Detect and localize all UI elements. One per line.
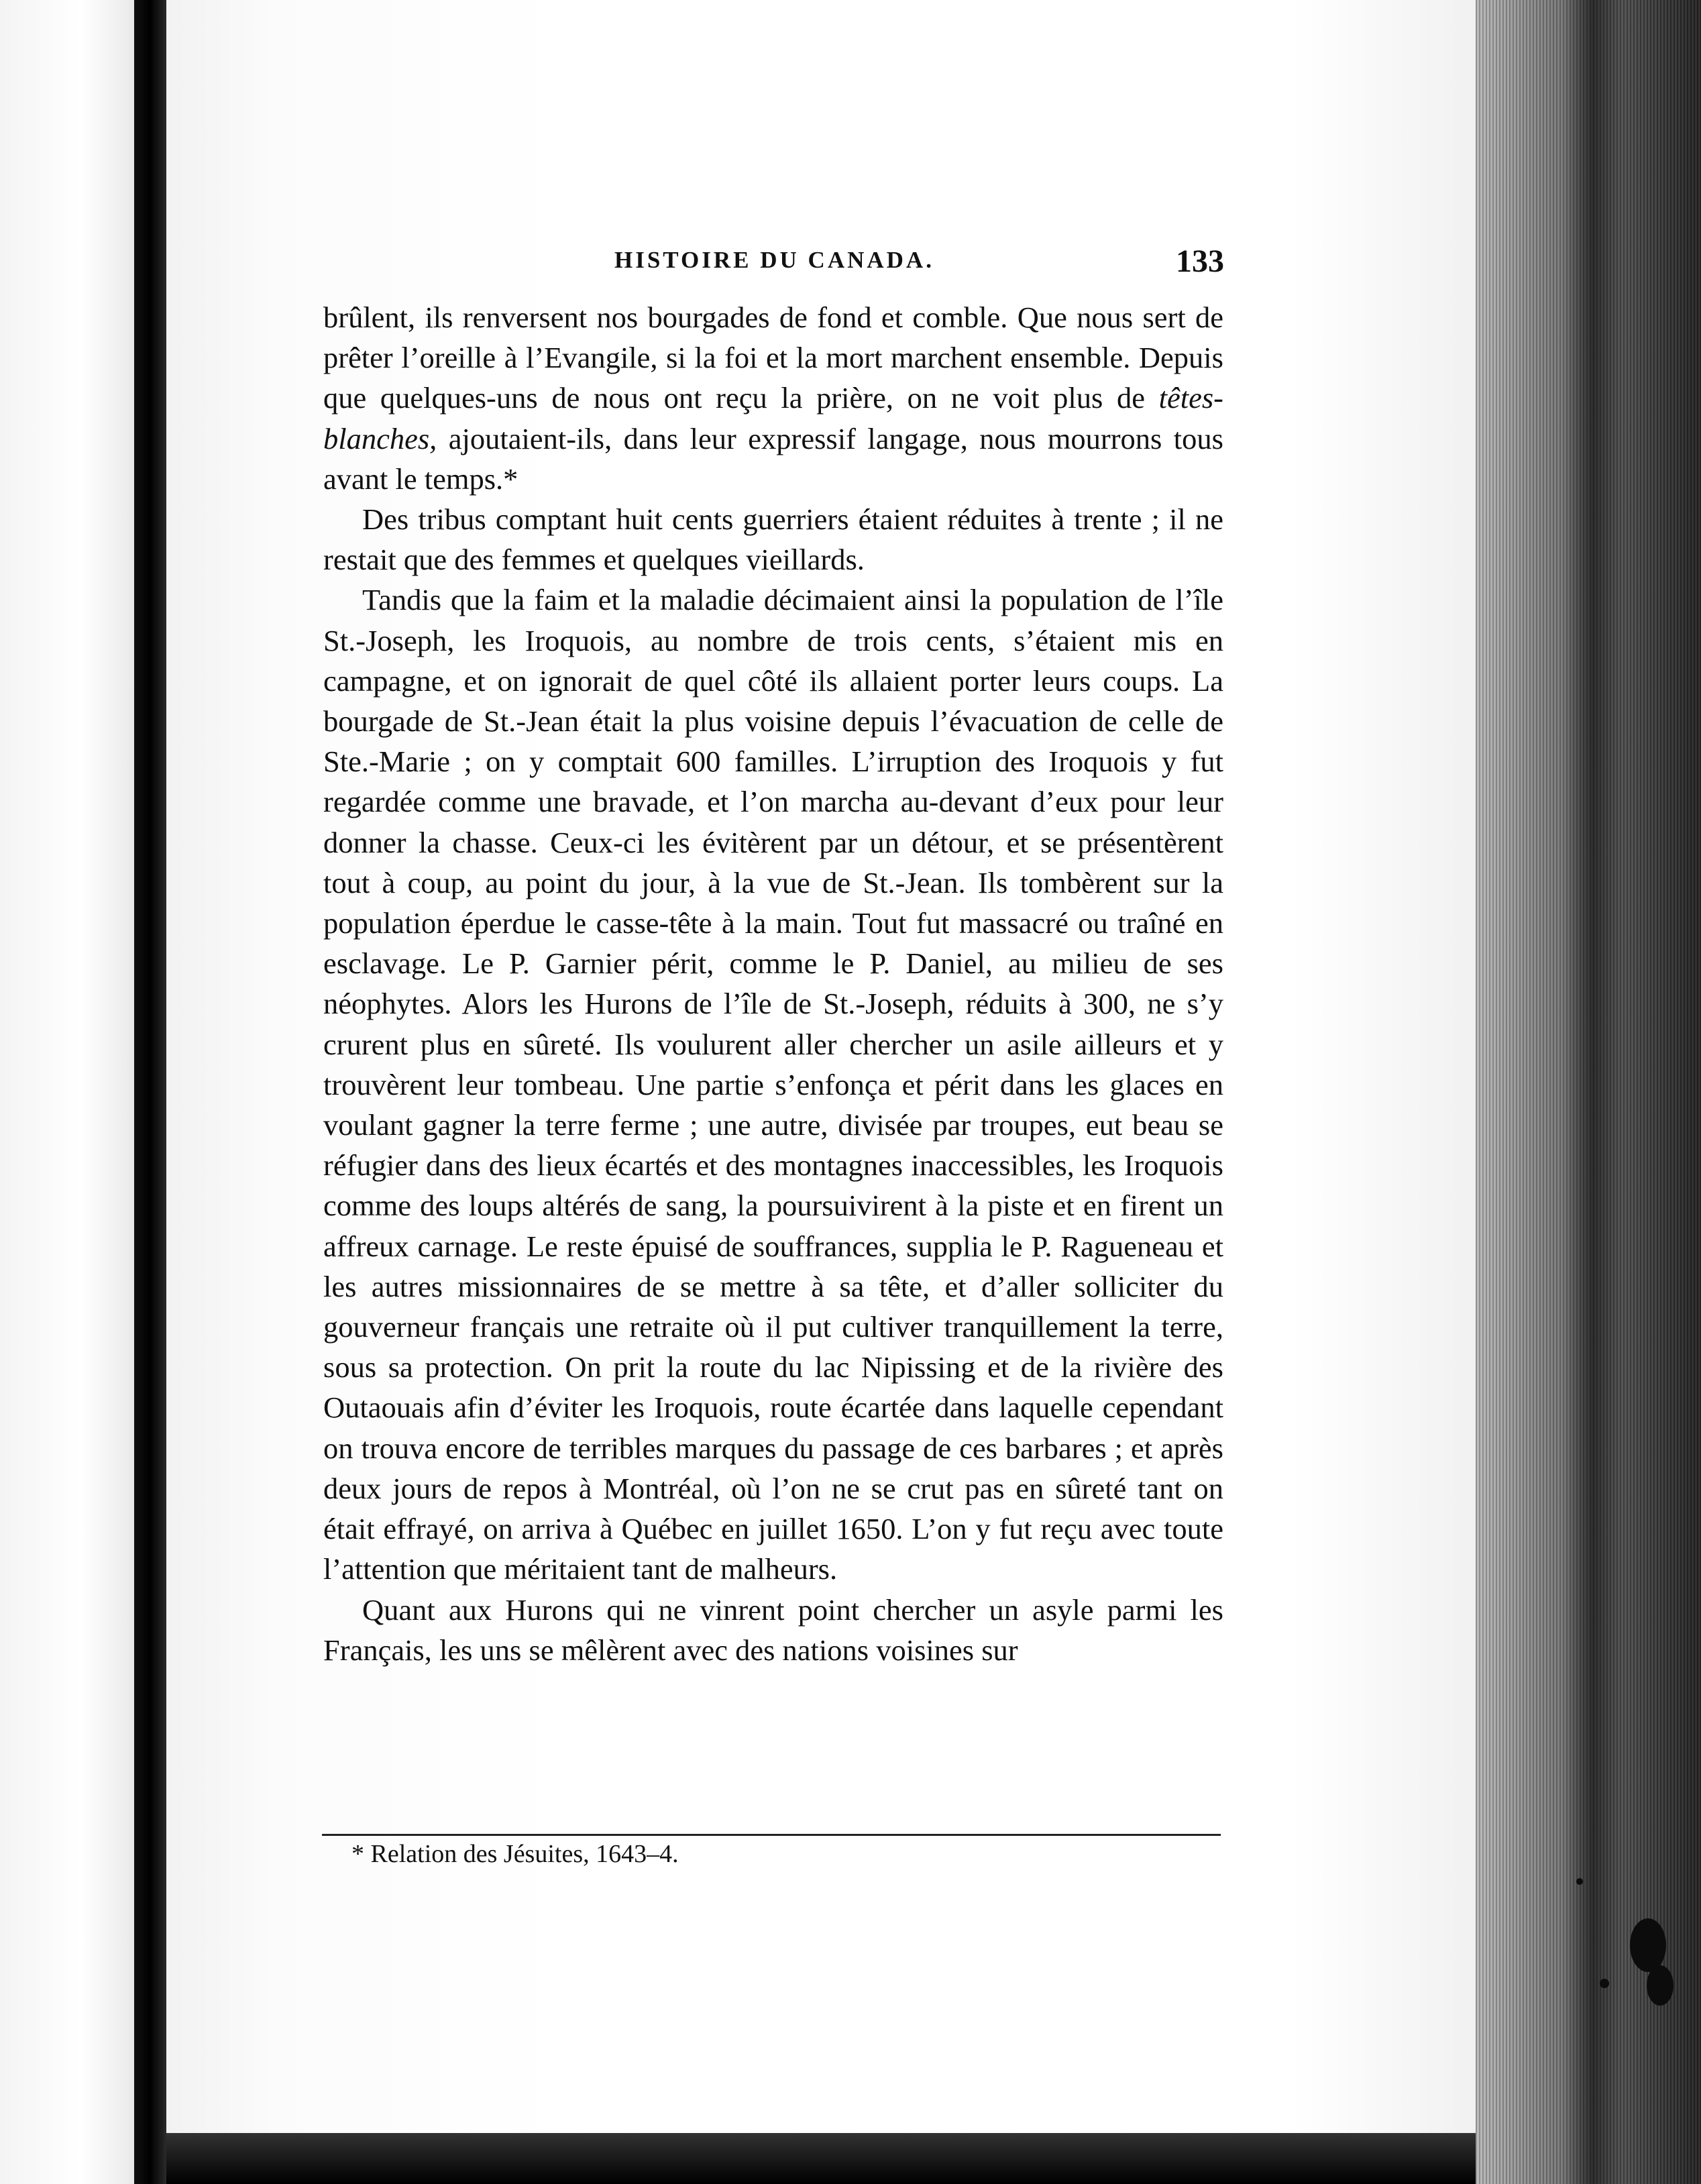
italic-term: têtes-blanches,: [323, 381, 1223, 455]
footnote: * Relation des Jésuites, 1643–4.: [351, 1840, 679, 1868]
paragraph: Quant aux Hurons qui ne vinrent point chercher un asyle parmi les Français, les uns se mêlèrent avec des nations voisines sur: [323, 1592, 1223, 1667]
text-run: ajoutaient-ils, dans leur expressif langage, nous mourrons tous avant le temps.*: [323, 421, 1223, 496]
page-number: 133: [1176, 243, 1224, 279]
facing-page-edge: [0, 0, 134, 2184]
book-gutter: [134, 0, 166, 2184]
page-bottom-shadow: [166, 2133, 1489, 2184]
paragraph-continued: [323, 297, 1223, 499]
page-header: [322, 243, 1224, 283]
ink-stain: [1630, 1918, 1666, 1972]
ink-stain: [1576, 1878, 1583, 1885]
ink-stain: [1647, 1965, 1673, 2006]
running-head: HISTOIRE DU CANADA.: [614, 247, 934, 273]
paragraph: Des tribus comptant huit cents guerriers étaient réduites à trente ; il ne restait que des femmes et quelques vieillards.: [323, 502, 1223, 577]
body-text: [323, 297, 1223, 1670]
paragraph: Tandis que la faim et la maladie décimaient ainsi la population de l’île St.-Joseph, les Iroquois, au nombre de trois cents, s’étaient mis en campagne, et on ignorait de quel côté ils allaient porter leurs coups. La bourgade de St.-Jean était la plus voisine depuis l’évacuation de celle de Ste.-Marie ; on y comptait 600 familles. L’irruption des Iroquois y fut regardée comme une bravade, et l’on marcha au-devant d’eux pour leur donner la chasse. Ceux-ci les évitèrent par un détour, et se présentèrent tout à coup, au point du jour, à la vue de St.-Jean. Ils tombèrent sur la population éperdue le casse-tête à la main. Tout fut massacré ou traîné en esclavage. Le P. Garnier périt, comme le P. Daniel, au milieu de ses néophytes. Alors les Hurons de l’île de St.-Joseph, réduits à 300, ne s’y crurent plus en sûreté. Ils voulurent aller chercher un asile ailleurs et y trouvèrent leur tombeau. Une partie s’enfonça et périt dans les glaces en voulant gagner la terre ferme ; une autre, divisée par troupes, eut beau se réfugier dans des lieux écartés et des montagnes inaccessibles, les Iroquois comme des loups altérés de sang, la poursuivirent à la piste et en firent un affreux carnage. Le reste épuisé de souffrances, supplia le P. Ragueneau et les autres missionnaires de se mettre à sa tête, et d’aller solliciter du gouverneur français une retraite où il put cultiver tranquillement la terre, sous sa protection. On prit la route du lac Nipissing et de la rivière des Outaouais afin d’éviter les Iroquois, route écartée dans laquelle cependant on trouva encore de terribles marques du passage de ces barbares ; et après deux jours de repos à Montréal, où l’on ne se crut pas en sûreté tant on était effrayé, on arriva à Québec en juillet 1650. L’on y fut reçu avec toute l’attention que méritaient tant de malheurs.: [323, 583, 1223, 1586]
ink-stain: [1600, 1979, 1609, 1988]
page-edge-shadow: [1563, 0, 1623, 2184]
text-run: brûlent, ils renversent nos bourgades de fond et comble. Que nous sert de prêter l’oreille à l’Evangile, si la foi et la mort marchent ensemble. Depuis que quelques-uns de nous ont reçu la prière, on ne voit plus de: [323, 301, 1223, 415]
footnote-rule: [322, 1834, 1221, 1836]
